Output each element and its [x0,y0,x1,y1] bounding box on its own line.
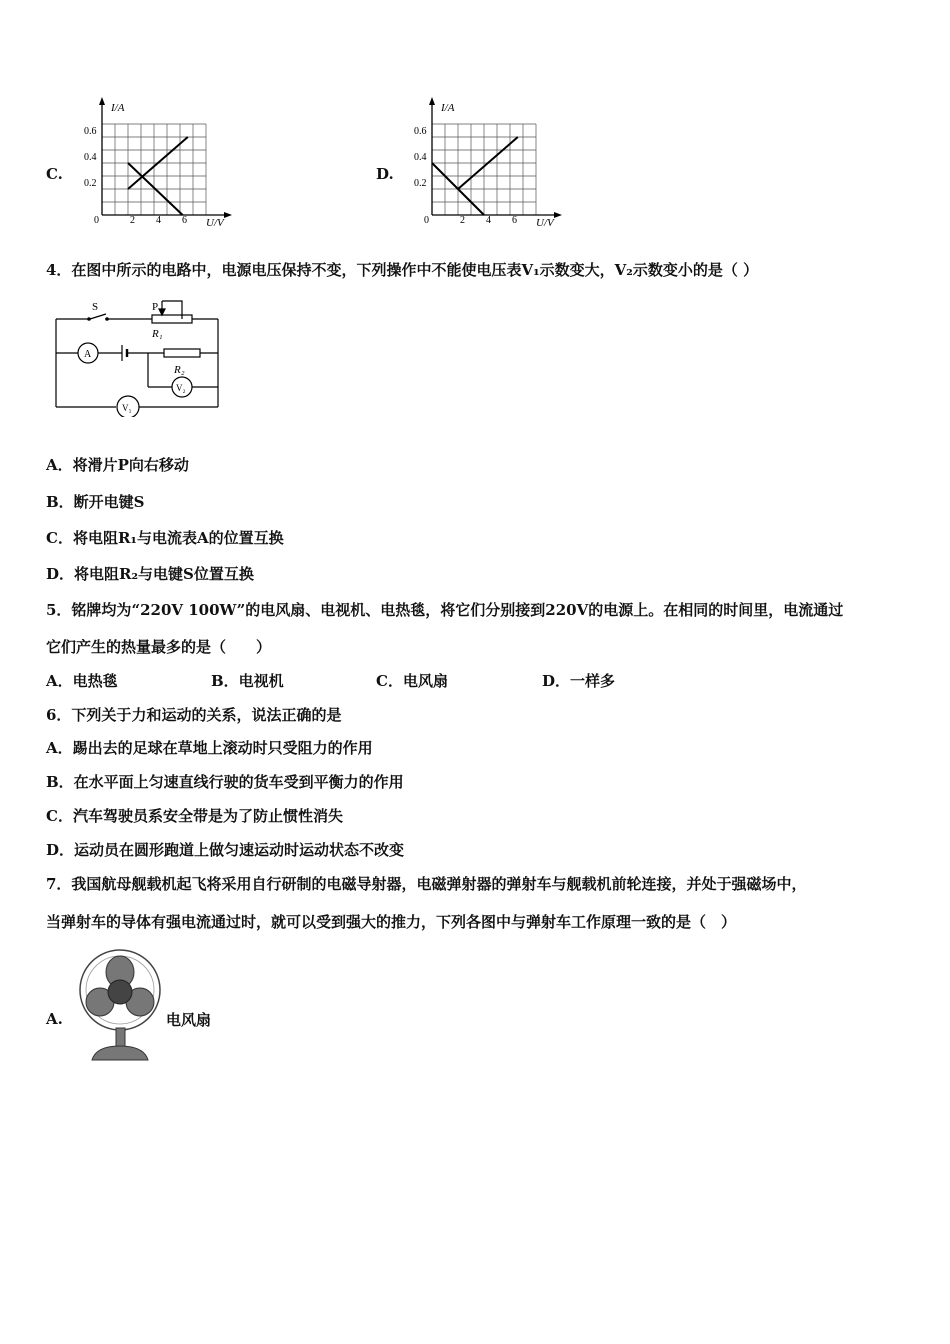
graph-c-xtick-4: 4 [156,215,161,226]
q7-stem-line1: 7．我国航母舰载机起飞将采用自行研制的电磁导射器，电磁弹射器的弹射车与舰载机前轮连接，并处于强磁场中， [46,875,807,893]
graph-d-x-label: U/V [536,217,554,229]
graph-c-ytick-04: 0.4 [84,152,97,163]
resistor-r1 [152,315,192,323]
q4-option-c: C．将电阻R₁与电流表A的位置互换 [46,529,284,547]
resistor-r2 [164,349,200,357]
q6-option-a: A．踢出去的足球在草地上滚动时只受阻力的作用 [46,739,373,757]
q4-option-d: D．将电阻R₂与电键S位置互换 [46,565,254,583]
q5-option-d: D．一样多 [542,672,616,690]
ammeter-label: A [84,349,92,360]
circuit-diagram [48,295,228,417]
graph-c-ytick-02: 0.2 [84,178,97,189]
graph-d-xtick-6: 6 [512,215,517,226]
graph-d-ytick-06: 0.6 [414,126,427,137]
option-c-label: C. [46,165,63,183]
v2-label: V₂ [176,383,186,393]
q5-stem-line1: 5．铭牌均为“220V 100W”的电风扇、电视机、电热毯，将它们分别接到220V的电源上。在相同的时间里，电流通过 [46,601,844,619]
q6-stem: 6．下列关于力和运动的关系，说法正确的是 [46,706,342,724]
q4-option-b: B．断开电键S [46,493,145,511]
q5-option-c: C．电风扇 [376,672,448,690]
slider-label: P [152,301,159,313]
graph-c-y-label: I/A [111,102,125,114]
q7-option-a-caption: 电风扇 [166,1011,212,1029]
graph-d [408,95,568,230]
graph-c-xtick-2: 2 [130,215,135,226]
q5-stem-line2: 它们产生的热量最多的是（ ） [46,638,272,656]
fan-hub [108,980,132,1004]
graph-c [78,95,238,230]
switch-blade [90,314,106,319]
graph-d-xtick-4: 4 [486,215,491,226]
q5-option-b: B．电视机 [211,672,284,690]
graph-d-x-arrow [554,212,562,218]
graph-d-ytick-04: 0.4 [414,152,427,163]
graph-c-x-label: U/V [206,217,224,229]
graph-d-xtick-0: 0 [424,215,429,226]
r1-label: R₁ [152,328,163,340]
q7-option-a-label: A. [46,1010,63,1028]
q5-option-a: A．电热毯 [46,672,118,690]
switch-label: S [92,301,99,313]
q4-stem: 4．在图中所示的电路中，电源电压保持不变，下列操作中不能使电压表V₁示数变大，V₂示数变小的是（ ） [46,261,759,279]
graph-c-y-arrow [99,97,105,105]
r2-label: R₂ [174,364,185,376]
electric-fan-image [78,948,162,1074]
slider-p [159,309,165,315]
fan-base [92,1046,148,1060]
q6-option-c: C．汽车驾驶员系安全带是为了防止惯性消失 [46,807,343,825]
graph-c-grid [102,124,206,215]
graph-d-y-arrow [429,97,435,105]
q4-option-a: A．将滑片P向右移动 [46,456,189,474]
graph-c-ytick-06: 0.6 [84,126,97,137]
graph-c-xtick-0: 0 [94,215,99,226]
graph-d-xtick-2: 2 [460,215,465,226]
graph-d-grid [432,124,536,215]
q7-stem-line2: 当弹射车的导体有强电流通过时，就可以受到强大的推力，下列各图中与弹射车工作原理一致的是（ ） [46,913,737,931]
option-d-label: D. [376,165,394,183]
graph-c-xtick-6: 6 [182,215,187,226]
q6-option-b: B．在水平面上匀速直线行驶的货车受到平衡力的作用 [46,773,404,791]
fan-stand [116,1028,125,1048]
graph-c-x-arrow [224,212,232,218]
graph-d-ytick-02: 0.2 [414,178,427,189]
q6-option-d: D．运动员在圆形跑道上做匀速运动时运动状态不改变 [46,841,405,859]
graph-d-y-label: I/A [441,102,455,114]
v1-label: V₁ [122,403,132,413]
